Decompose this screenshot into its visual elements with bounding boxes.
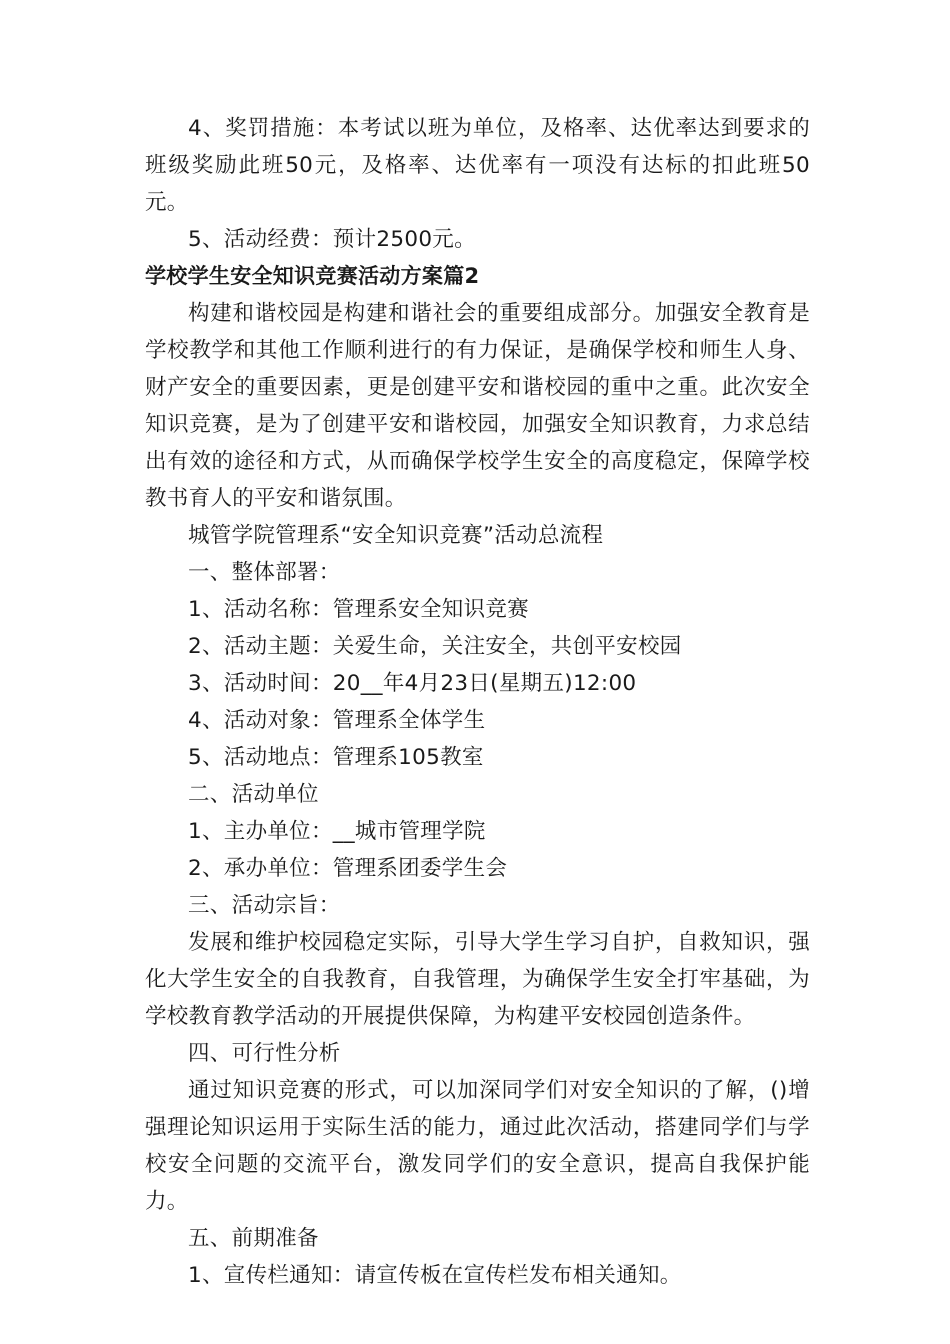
paragraph-reward-measures: 4、奖罚措施：本考试以班为单位，及格率、达优率达到要求的班级奖励此班50元，及格率、达优率有一项没有达标的扣此班50元。 bbox=[145, 116, 810, 215]
paragraph-purpose-title: 三、活动宗旨： bbox=[188, 893, 341, 918]
paragraph-activity-funds: 5、活动经费：预计2500元。 bbox=[188, 227, 476, 252]
list-item-activity-time: 3、活动时间：20__年4月23日(星期五)12:00 bbox=[188, 671, 637, 696]
list-item-activity-location: 5、活动地点：管理系105教室 bbox=[188, 745, 484, 770]
paragraph-intro: 构建和谐校园是构建和谐社会的重要组成部分。加强安全教育是学校教学和其他工作顺利进行的有力保证，是确保学校和师生人身、财产安全的重要因素，更是创建平安和谐校园的重中之重。此次安全知识竞赛，是为了创建平安和谐校园，加强安全知识教育，力求总结出有效的途径和方式，从而确保学校学生安全的高度稳定，保障学校教书育人的平安和谐氛围。 bbox=[145, 301, 810, 511]
list-item-host: 2、承办单位：管理系团委学生会 bbox=[188, 856, 508, 881]
paragraph-feasibility-title: 四、可行性分析 bbox=[188, 1041, 341, 1066]
section-heading: 学校学生安全知识竞赛活动方案篇2 bbox=[145, 264, 480, 288]
paragraph-activity-units: 二、活动单位 bbox=[188, 782, 319, 807]
paragraph-purpose: 发展和维护校园稳定实际，引导大学生学习自护，自救知识，强化大学生安全的自我教育，自我管理，为确保学生安全打牢基础，为学校教育教学活动的开展提供保障，为构建平安校园创造条件。 bbox=[145, 930, 810, 1029]
list-item-activity-name: 1、活动名称：管理系安全知识竞赛 bbox=[188, 597, 529, 622]
paragraph-preparation-title: 五、前期准备 bbox=[188, 1226, 319, 1251]
paragraph-process-title: 城管学院管理系“安全知识竞赛”活动总流程 bbox=[188, 523, 604, 548]
list-item-notice: 1、宣传栏通知：请宣传板在宣传栏发布相关通知。 bbox=[188, 1263, 682, 1288]
document-page bbox=[145, 110, 810, 1294]
list-item-activity-target: 4、活动对象：管理系全体学生 bbox=[188, 708, 486, 733]
paragraph-feasibility: 通过知识竞赛的形式，可以加深同学们对安全知识的了解，()增强理论知识运用于实际生活的能力，通过此次活动，搭建同学们与学校安全问题的交流平台，激发同学们的安全意识，提高自我保护能力。 bbox=[145, 1078, 810, 1214]
list-item-organizer: 1、主办单位：__城市管理学院 bbox=[188, 819, 486, 844]
list-item-activity-theme: 2、活动主题：关爱生命，关注安全，共创平安校园 bbox=[188, 634, 682, 659]
paragraph-overall-plan: 一、整体部署： bbox=[188, 560, 341, 585]
